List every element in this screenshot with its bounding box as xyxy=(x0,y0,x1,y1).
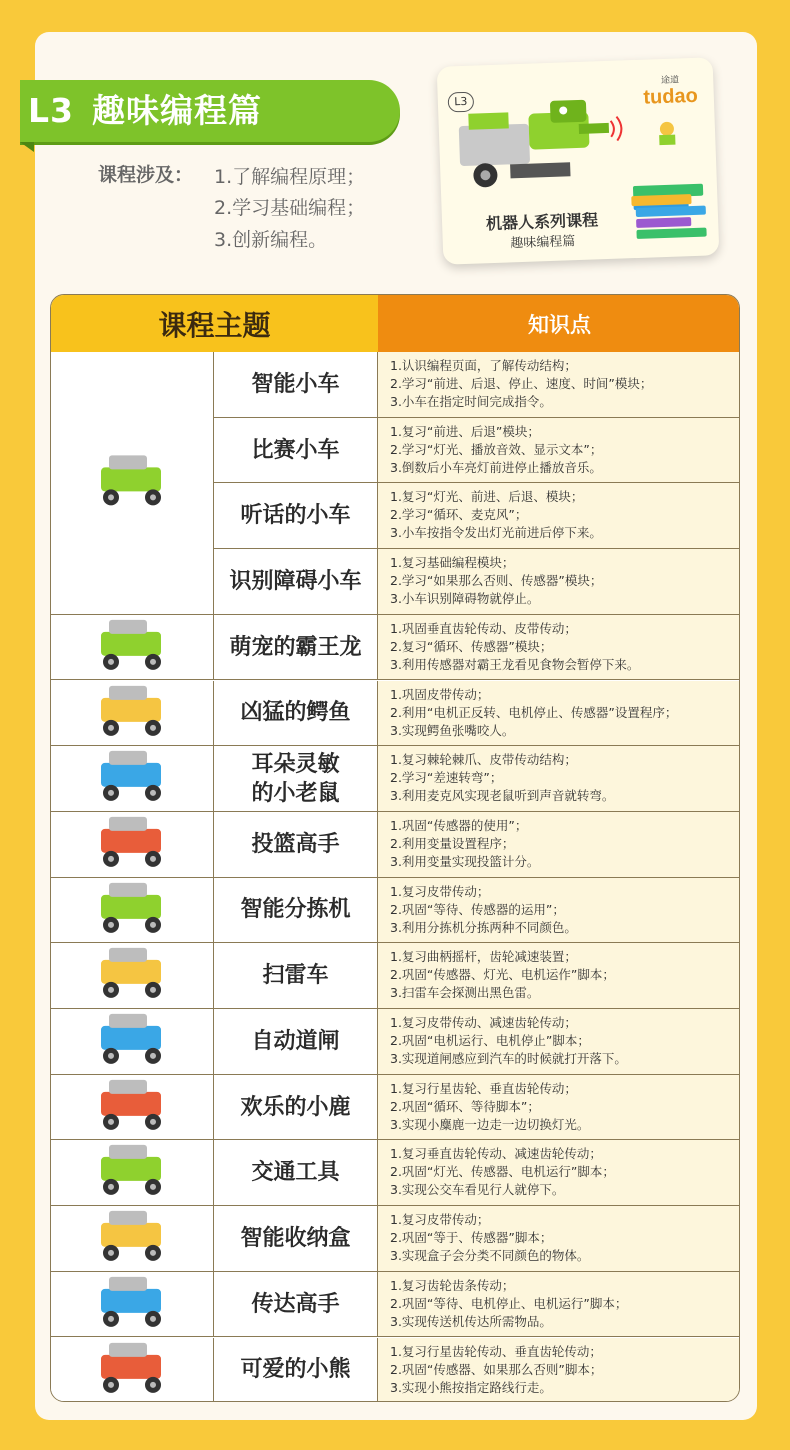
table-row xyxy=(51,681,740,747)
knowledge-points xyxy=(378,1206,740,1272)
knowledge-point: 1.复习基础编程模块； xyxy=(390,555,515,571)
header-knowledge: 知识点 xyxy=(378,295,740,352)
robot-model-icon xyxy=(51,1009,214,1075)
robot-image-cell xyxy=(51,615,214,681)
topic-item: 1.了解编程原理； xyxy=(214,166,366,188)
robot-model-icon xyxy=(51,615,214,681)
topic-name: 智能小车 xyxy=(214,352,378,418)
robot-image-cell xyxy=(51,681,214,747)
table-row xyxy=(51,812,740,878)
knowledge-point: 1.复习“灯光、前进、后退、模块； xyxy=(390,489,584,505)
topic-name: 投篮高手 xyxy=(214,812,378,878)
topic-name: 欢乐的小鹿 xyxy=(214,1075,378,1141)
knowledge-point: 3.利用传感器对霸王龙看见食物会暂停下来。 xyxy=(390,656,640,672)
topic-name: 扫雷车 xyxy=(214,943,378,1009)
robot-image-cell xyxy=(51,1206,214,1272)
robot-image-cell xyxy=(51,1338,214,1403)
robot-model-icon xyxy=(51,1075,214,1141)
knowledge-point: 2.利用“电机正反转、电机停止、传感器”设置程序； xyxy=(390,704,678,720)
knowledge-point: 1.巩固皮带传动； xyxy=(390,686,490,702)
topic-item: 2.学习基础编程； xyxy=(214,197,366,219)
knowledge-point: 3.实现盒子会分类不同颜色的物体。 xyxy=(390,1248,590,1264)
knowledge-point: 3.实现传送机传达所需物品。 xyxy=(390,1313,552,1329)
knowledge-point: 3.利用分拣机分拣两种不同颜色。 xyxy=(390,919,577,935)
knowledge-point: 1.复习曲柄摇杆，齿轮减速装置； xyxy=(390,949,577,965)
course-title: 趣味编程篇 xyxy=(92,91,262,130)
knowledge-points xyxy=(378,812,740,878)
robot-model-icon xyxy=(51,681,214,747)
knowledge-point: 2.巩固“等于、传感器”脚本； xyxy=(390,1230,553,1246)
knowledge-point: 1.复习皮带传动、减速齿轮传动； xyxy=(390,1015,577,1030)
knowledge-point: 3.实现鳄鱼张嘴咬人。 xyxy=(390,722,515,738)
knowledge-point: 1.复习行星齿轮、垂直齿轮传动； xyxy=(390,1080,577,1096)
topic-name: 可爱的小熊 xyxy=(214,1338,378,1403)
table-row xyxy=(51,418,740,484)
knowledge-point: 2.学习“前进、后退、停止、速度、时间”模块； xyxy=(390,376,653,391)
robot-model-icon xyxy=(51,943,214,1009)
knowledge-points xyxy=(378,681,740,747)
knowledge-point: 3.实现公交车看见行人就停下。 xyxy=(390,1182,565,1198)
knowledge-points xyxy=(378,615,740,681)
code-blocks-illustration xyxy=(627,187,719,250)
robot-model-icon xyxy=(51,1338,214,1403)
robot-image-cell xyxy=(51,878,214,944)
knowledge-point: 2.巩固“等待、传感器的运用”； xyxy=(390,901,565,917)
knowledge-point: 1.巩固“传感器的使用”； xyxy=(390,817,528,833)
knowledge-points xyxy=(378,878,740,944)
knowledge-points xyxy=(378,483,740,549)
topic-name: 比赛小车 xyxy=(214,418,378,484)
knowledge-points xyxy=(378,352,740,418)
book-subtitle: 趣味编程篇 xyxy=(510,234,576,252)
knowledge-point: 3.小车在指定时间完成指令。 xyxy=(390,394,552,409)
knowledge-point: 3.扫雷车会探测出黑色雷。 xyxy=(390,985,540,1001)
robot-model-icon xyxy=(51,746,214,812)
knowledge-point: 2.学习“如果那么否则、传感器”模块； xyxy=(390,573,603,589)
knowledge-point: 2.复习“循环、传感器”模块； xyxy=(390,638,553,654)
header-topic: 课程主题 xyxy=(51,295,378,352)
knowledge-point: 3.利用麦克风实现老鼠听到声音就转弯。 xyxy=(390,788,615,804)
table-row xyxy=(51,483,740,549)
topic-name xyxy=(214,746,378,812)
robot-model-icon xyxy=(51,812,214,878)
topic-name: 萌宠的霸王龙 xyxy=(214,615,378,681)
knowledge-point: 2.学习“循环、麦克风”； xyxy=(390,507,528,523)
topic-name: 自动道闸 xyxy=(214,1009,378,1075)
table-row xyxy=(51,746,740,812)
robot-image-cell xyxy=(51,1272,214,1338)
knowledge-points xyxy=(378,746,740,812)
robot-image-cell xyxy=(51,746,214,812)
knowledge-point: 1.复习垂直齿轮传动、减速齿轮传动； xyxy=(390,1146,602,1162)
knowledge-point: 1.复习“前进、后退”模块； xyxy=(390,423,540,439)
level-label: L3 xyxy=(28,91,74,130)
knowledge-point: 1.复习棘轮棘爪、皮带传动结构； xyxy=(390,752,577,768)
knowledge-point: 1.复习行星齿轮传动、垂直齿轮传动； xyxy=(390,1343,602,1359)
table-row xyxy=(51,878,740,944)
knowledge-points xyxy=(378,1272,740,1338)
topic-name: 传达高手 xyxy=(214,1272,378,1338)
knowledge-point: 1.巩固垂直齿轮传动、皮带传动； xyxy=(390,620,577,636)
table-row xyxy=(51,352,740,418)
knowledge-point: 3.小车按指令发出灯光前进后停下来。 xyxy=(390,525,602,541)
robot-image-cell xyxy=(51,1140,214,1206)
knowledge-point: 3.实现小熊按指定路线行走。 xyxy=(390,1379,552,1395)
topic-name: 凶猛的鳄鱼 xyxy=(214,681,378,747)
book-level-badge: L3 xyxy=(448,92,475,113)
knowledge-point: 3.实现小麋鹿一边走一边切换灯光。 xyxy=(390,1116,590,1132)
topic-name: 听话的小车 xyxy=(214,483,378,549)
topic-name: 智能分拣机 xyxy=(214,878,378,944)
robot-model-icon xyxy=(51,1140,214,1206)
knowledge-points xyxy=(378,943,740,1009)
table-row xyxy=(51,1206,740,1272)
knowledge-point: 2.巩固“电机运行、电机停止”脚本； xyxy=(390,1033,590,1048)
knowledge-point: 1.复习齿轮齿条传动； xyxy=(390,1277,515,1293)
topic-item: 3.创新编程。 xyxy=(214,229,328,251)
book-title: 机器人系列课程 xyxy=(485,210,599,234)
knowledge-point: 2.利用变量设置程序； xyxy=(390,835,515,851)
robot-model-icon xyxy=(51,1272,214,1338)
knowledge-point: 3.实现道闸感应到汽车的时候就打开落下。 xyxy=(390,1051,627,1066)
table-row xyxy=(51,943,740,1009)
topics-label: 课程涉及： xyxy=(98,164,194,186)
robot-image-cell xyxy=(51,812,214,878)
banner-fold xyxy=(20,142,34,152)
knowledge-points xyxy=(378,418,740,484)
knowledge-point: 2.巩固“灯光、传感器、电机运行”脚本； xyxy=(390,1164,615,1180)
table-row xyxy=(51,1075,740,1141)
level-title xyxy=(28,80,280,142)
knowledge-points xyxy=(378,1009,740,1075)
brand-en: tudao xyxy=(643,84,699,109)
knowledge-points xyxy=(378,549,740,615)
knowledge-point: 2.巩固“传感器、如果那么否则”脚本； xyxy=(390,1361,603,1377)
course-table xyxy=(50,294,740,1402)
robot-model-icon xyxy=(51,1206,214,1272)
knowledge-point: 2.巩固“等待、电机停止、电机运行”脚本； xyxy=(390,1295,628,1311)
knowledge-point: 1.复习皮带传动； xyxy=(390,883,490,899)
brand-cn: 途道 xyxy=(660,75,680,87)
knowledge-point: 2.学习“差速转弯”； xyxy=(390,770,503,786)
table-row xyxy=(51,1338,740,1403)
knowledge-point: 3.倒数后小车亮灯前进停止播放音乐。 xyxy=(390,459,602,475)
knowledge-points xyxy=(378,1338,740,1403)
course-book-cover xyxy=(437,57,720,265)
knowledge-point: 1.复习皮带传动； xyxy=(390,1212,490,1228)
topic-name: 识别障碍小车 xyxy=(214,549,378,615)
robot-image-cell xyxy=(51,1009,214,1075)
topic-name: 智能收纳盒 xyxy=(214,1206,378,1272)
topic-name-line: 的小老鼠 xyxy=(251,780,340,806)
knowledge-point: 2.巩固“循环、等待脚本”； xyxy=(390,1098,540,1114)
knowledge-point: 2.学习“灯光、播放音效、显示文本”； xyxy=(390,441,603,457)
robot-image-cell xyxy=(51,943,214,1009)
table-row xyxy=(51,1140,740,1206)
table-row xyxy=(51,1272,740,1338)
robot-image-cell xyxy=(51,1075,214,1141)
table-row xyxy=(51,615,740,681)
knowledge-points xyxy=(378,1075,740,1141)
robot-model-icon xyxy=(51,878,214,944)
knowledge-points xyxy=(378,1140,740,1206)
knowledge-point: 3.利用变量实现投篮计分。 xyxy=(390,853,540,869)
knowledge-point: 2.巩固“传感器、灯光、电机运作”脚本； xyxy=(390,967,615,983)
table-row xyxy=(51,1009,740,1075)
topic-name: 交通工具 xyxy=(214,1140,378,1206)
knowledge-point: 1.认识编程页面，了解传动结构； xyxy=(390,358,577,373)
table-row xyxy=(51,549,740,615)
topic-name-line: 耳朵灵敏 xyxy=(251,751,340,777)
knowledge-point: 3.小车识别障碍物就停止。 xyxy=(390,591,540,607)
